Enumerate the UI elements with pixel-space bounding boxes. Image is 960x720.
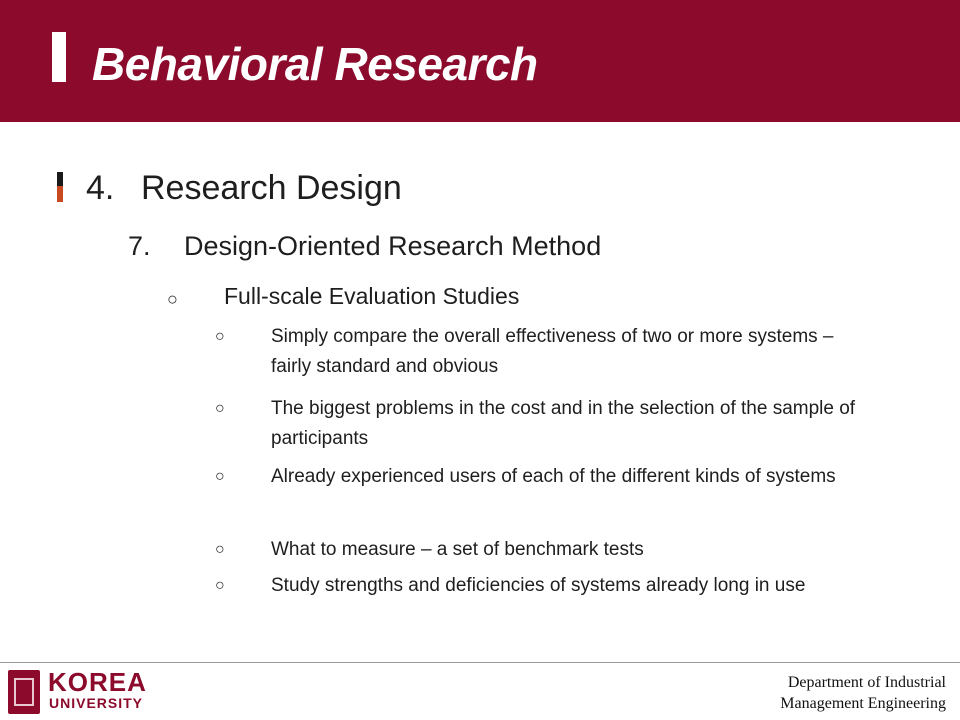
level4-bullet-icon: ○ <box>215 577 225 594</box>
footer-divider <box>0 662 960 663</box>
title-accent-bar <box>52 32 66 82</box>
level4-text: The biggest problems in the cost and in the selection of the sample of participants <box>271 398 856 449</box>
level4-bullet-icon: ○ <box>215 400 225 417</box>
department-line1: Department of Industrial <box>787 674 946 691</box>
level4-text: What to measure – a set of benchmark tests <box>271 539 644 560</box>
logo-text-korea: KOREA <box>48 667 147 697</box>
level4-bullet-icon: ○ <box>215 468 225 485</box>
crest-icon <box>8 670 40 714</box>
level1-text: Research Design <box>141 169 402 207</box>
level3-bullet-icon: ○ <box>167 289 178 309</box>
title-banner <box>0 0 960 122</box>
level4-text: Study strengths and deficiencies of systems already long in use <box>271 575 806 596</box>
logo-text-university: UNIVERSITY <box>49 695 144 711</box>
level1-number: 4. <box>86 169 115 207</box>
level2-number: 7. <box>128 231 151 261</box>
department-label <box>686 672 946 714</box>
department-line2: Management Engineering <box>780 695 946 712</box>
level4-bullet-icon: ○ <box>215 328 225 345</box>
level4-text: Simply compare the overall effectiveness of two or more systems – fairly standard and obvious <box>271 326 834 377</box>
level4-text: Already experienced users of each of the different kinds of systems <box>271 466 836 487</box>
level2-text: Design-Oriented Research Method <box>184 231 602 261</box>
level4-bullet-icon: ○ <box>215 541 225 558</box>
level3-text: Full-scale Evaluation Studies <box>224 283 520 309</box>
level1-bullet-icon <box>57 172 63 202</box>
slide-title: Behavioral Research <box>92 38 538 90</box>
